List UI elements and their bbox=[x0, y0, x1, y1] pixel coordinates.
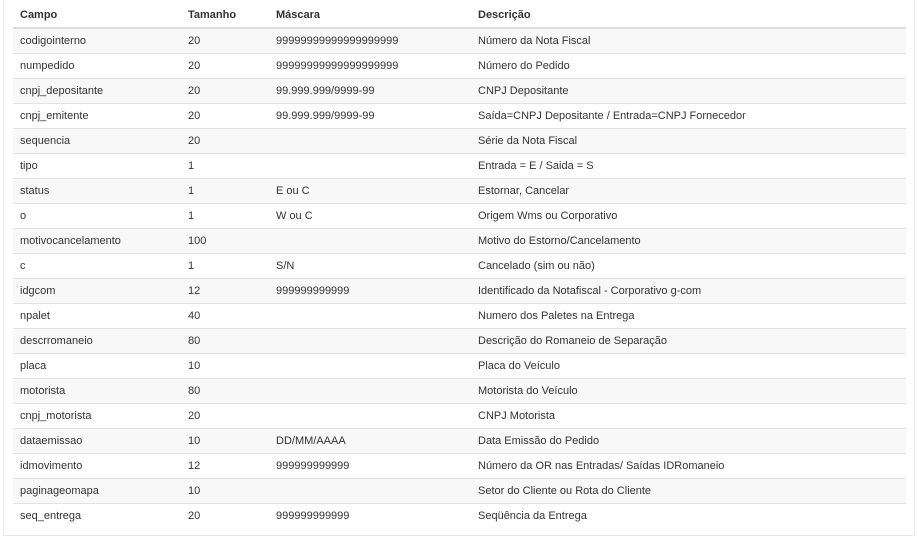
cell-tamanho: 1 bbox=[181, 204, 269, 229]
cell-descricao: Série da Nota Fiscal bbox=[471, 129, 906, 154]
cell-tamanho: 10 bbox=[181, 429, 269, 454]
cell-campo: codigointerno bbox=[13, 28, 181, 54]
cell-mascara: E ou C bbox=[269, 179, 471, 204]
cell-mascara: 99.999.999/9999-99 bbox=[269, 79, 471, 104]
cell-mascara bbox=[269, 329, 471, 354]
cell-tamanho: 20 bbox=[181, 28, 269, 54]
cell-tamanho: 20 bbox=[181, 79, 269, 104]
cell-descricao: Setor do Cliente ou Rota do Cliente bbox=[471, 479, 906, 504]
table-row bbox=[13, 429, 906, 454]
cell-descricao: Data Emissão do Pedido bbox=[471, 429, 906, 454]
cell-tamanho: 80 bbox=[181, 329, 269, 354]
table-row bbox=[13, 279, 906, 304]
cell-mascara: 999999999999 bbox=[269, 279, 471, 304]
cell-descricao: Placa do Veículo bbox=[471, 354, 906, 379]
cell-campo: tipo bbox=[13, 154, 181, 179]
cell-campo: placa bbox=[13, 354, 181, 379]
header-campo: Campo bbox=[13, 3, 181, 28]
cell-tamanho: 80 bbox=[181, 379, 269, 404]
cell-campo: idgcom bbox=[13, 279, 181, 304]
cell-mascara: W ou C bbox=[269, 204, 471, 229]
table-row bbox=[13, 204, 906, 229]
cell-campo: o bbox=[13, 204, 181, 229]
cell-mascara bbox=[269, 404, 471, 429]
cell-descricao: Origem Wms ou Corporativo bbox=[471, 204, 906, 229]
cell-tamanho: 1 bbox=[181, 179, 269, 204]
cell-mascara: 999999999999 bbox=[269, 504, 471, 529]
cell-campo: paginageomapa bbox=[13, 479, 181, 504]
header-mascara: Máscara bbox=[269, 3, 471, 28]
cell-mascara: S/N bbox=[269, 254, 471, 279]
cell-mascara bbox=[269, 304, 471, 329]
cell-descricao: Saída=CNPJ Depositante / Entrada=CNPJ Fornecedor bbox=[471, 104, 906, 129]
cell-campo: npalet bbox=[13, 304, 181, 329]
cell-tamanho: 10 bbox=[181, 354, 269, 379]
table-row bbox=[13, 154, 906, 179]
cell-descricao: Número da OR nas Entradas/ Saídas IDRomaneio bbox=[471, 454, 906, 479]
cell-tamanho: 12 bbox=[181, 454, 269, 479]
cell-campo: dataemissao bbox=[13, 429, 181, 454]
fields-table bbox=[13, 3, 906, 528]
table-row bbox=[13, 179, 906, 204]
cell-tamanho: 1 bbox=[181, 254, 269, 279]
cell-descricao: Cancelado (sim ou não) bbox=[471, 254, 906, 279]
header-descricao: Descrição bbox=[471, 3, 906, 28]
cell-campo: sequencia bbox=[13, 129, 181, 154]
table-row bbox=[13, 454, 906, 479]
table-row bbox=[13, 504, 906, 529]
cell-mascara bbox=[269, 154, 471, 179]
cell-tamanho: 20 bbox=[181, 404, 269, 429]
cell-descricao: CNPJ Depositante bbox=[471, 79, 906, 104]
table-row bbox=[13, 79, 906, 104]
cell-mascara: 999999999999 bbox=[269, 454, 471, 479]
cell-campo: descrromaneio bbox=[13, 329, 181, 354]
cell-campo: motorista bbox=[13, 379, 181, 404]
cell-campo: idmovimento bbox=[13, 454, 181, 479]
cell-campo: motivocancelamento bbox=[13, 229, 181, 254]
cell-campo: numpedido bbox=[13, 54, 181, 79]
table-row bbox=[13, 104, 906, 129]
cell-campo: cnpj_depositante bbox=[13, 79, 181, 104]
cell-tamanho: 20 bbox=[181, 54, 269, 79]
cell-mascara bbox=[269, 354, 471, 379]
cell-campo: c bbox=[13, 254, 181, 279]
cell-descricao: Número do Pedido bbox=[471, 54, 906, 79]
cell-tamanho: 12 bbox=[181, 279, 269, 304]
table-row bbox=[13, 254, 906, 279]
cell-mascara bbox=[269, 379, 471, 404]
cell-descricao: Entrada = E / Saida = S bbox=[471, 154, 906, 179]
table-row bbox=[13, 329, 906, 354]
table-row bbox=[13, 354, 906, 379]
cell-descricao: Motivo do Estorno/Cancelamento bbox=[471, 229, 906, 254]
cell-descricao: Estornar, Cancelar bbox=[471, 179, 906, 204]
table-row bbox=[13, 304, 906, 329]
cell-tamanho: 10 bbox=[181, 479, 269, 504]
table-row bbox=[13, 229, 906, 254]
cell-tamanho: 20 bbox=[181, 129, 269, 154]
cell-mascara bbox=[269, 229, 471, 254]
content-panel bbox=[3, 0, 915, 536]
cell-tamanho: 1 bbox=[181, 154, 269, 179]
cell-descricao: CNPJ Motorista bbox=[471, 404, 906, 429]
cell-tamanho: 20 bbox=[181, 104, 269, 129]
cell-descricao: Identificado da Notafiscal - Corporativo g-com bbox=[471, 279, 906, 304]
cell-mascara: 99.999.999/9999-99 bbox=[269, 104, 471, 129]
table-row bbox=[13, 379, 906, 404]
table-row bbox=[13, 404, 906, 429]
table-row bbox=[13, 479, 906, 504]
cell-descricao: Numero dos Paletes na Entrega bbox=[471, 304, 906, 329]
cell-mascara bbox=[269, 479, 471, 504]
table-row bbox=[13, 54, 906, 79]
table-row bbox=[13, 28, 906, 54]
cell-campo: cnpj_emitente bbox=[13, 104, 181, 129]
cell-campo: status bbox=[13, 179, 181, 204]
cell-tamanho: 20 bbox=[181, 504, 269, 529]
cell-descricao: Número da Nota Fiscal bbox=[471, 28, 906, 54]
cell-mascara: 99999999999999999999 bbox=[269, 28, 471, 54]
cell-tamanho: 40 bbox=[181, 304, 269, 329]
cell-mascara: 99999999999999999999 bbox=[269, 54, 471, 79]
table-body bbox=[13, 28, 906, 528]
cell-mascara: DD/MM/AAAA bbox=[269, 429, 471, 454]
table-row bbox=[13, 129, 906, 154]
cell-descricao: Seqüência da Entrega bbox=[471, 504, 906, 529]
table-header-row bbox=[13, 3, 906, 28]
cell-tamanho: 100 bbox=[181, 229, 269, 254]
header-tamanho: Tamanho bbox=[181, 3, 269, 28]
cell-campo: cnpj_motorista bbox=[13, 404, 181, 429]
cell-descricao: Descrição do Romaneio de Separação bbox=[471, 329, 906, 354]
cell-campo: seq_entrega bbox=[13, 504, 181, 529]
cell-descricao: Motorista do Veículo bbox=[471, 379, 906, 404]
cell-mascara bbox=[269, 129, 471, 154]
